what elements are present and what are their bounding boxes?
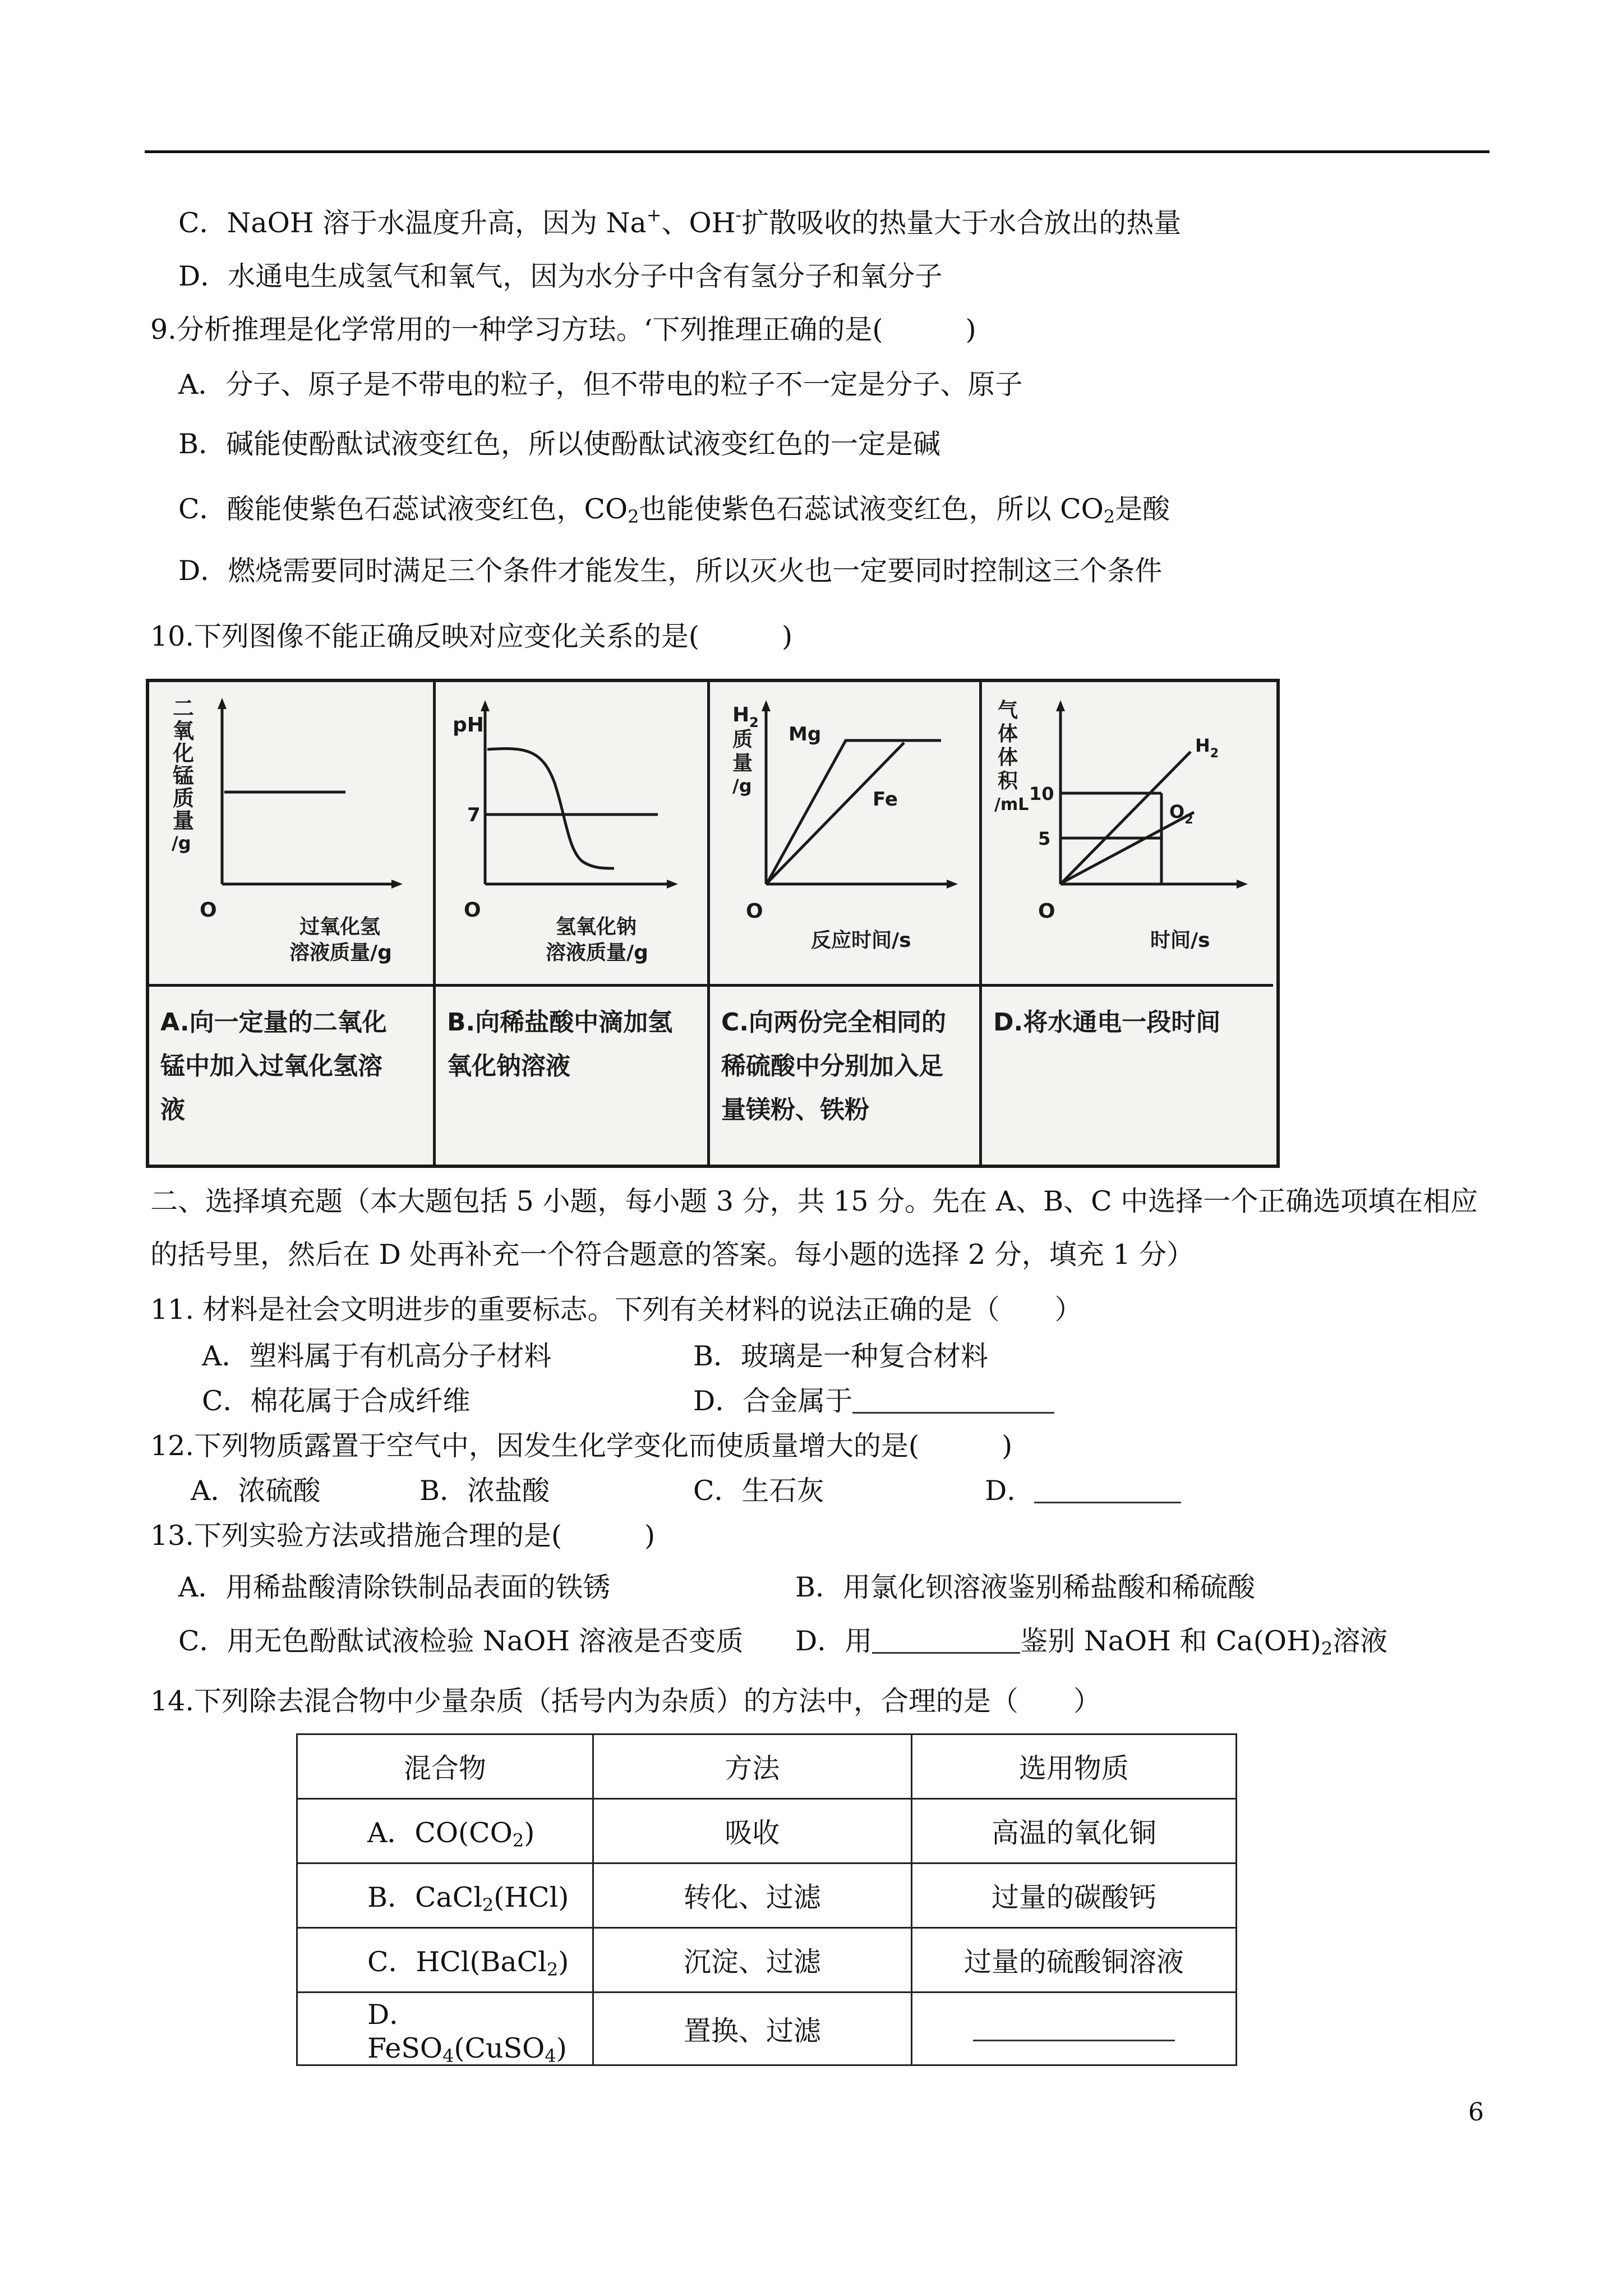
panel-a-desc-3: 液 xyxy=(160,1096,185,1124)
q12-option-c: C．生石灰 xyxy=(693,1475,824,1507)
q10-figure xyxy=(146,679,1280,1168)
q11-option-c: C．棉花属于合成纤维 xyxy=(202,1385,471,1417)
table-header: 混合物 xyxy=(297,1734,593,1799)
panel-c-y-arrow xyxy=(762,700,771,711)
panel-c-x-arrow xyxy=(947,880,958,889)
table-header: 方法 xyxy=(593,1734,911,1799)
q14-table xyxy=(296,1733,1237,2066)
panel-c-fe-label: Fe xyxy=(873,788,898,811)
q13-option-d: D．用 鉴别 NaOH 和 $Ca(OH)_2$溶液 xyxy=(795,1625,1388,1659)
panel-d-o2-line xyxy=(1062,812,1194,883)
panel-c-xlabel: 反应时间/s xyxy=(811,929,911,952)
panel-b-xlabel-1: 氢氧化钠 xyxy=(556,915,637,938)
table-cell-mixture: D．FeSO$_4$(CuSO$_4$) xyxy=(297,1993,593,2065)
table-cell-method: 转化、过滤 xyxy=(593,1864,911,1928)
section2-instruction-1: 二、选择填充题（本大题包括 5 小题，每小题 3 分，共 15 分。先在 A、B、C 中选择一个正确选项填在相应 xyxy=(150,1185,1478,1217)
q13-stem: 13.下列实验方法或措施合理的是( ) xyxy=(150,1520,656,1552)
table-cell-method: 沉淀、过滤 xyxy=(593,1928,911,1993)
panel-d-tick-5: 5 xyxy=(1038,828,1051,849)
q10-panel-c xyxy=(710,682,979,1165)
panel-c-ylabel-1: 质 xyxy=(732,728,753,751)
panel-a-ylabel-3: 化 xyxy=(173,741,195,766)
panel-d-xlabel: 时间/s xyxy=(1150,929,1210,952)
panel-d-x-arrow xyxy=(1237,880,1248,889)
panel-c-origin: O xyxy=(746,900,763,923)
q10-stem: 10.下列图像不能正确反映对应变化关系的是( ) xyxy=(150,620,793,652)
q12-stem: 12.下列物质露置于空气中，因发生化学变化而使质量增大的是( ) xyxy=(150,1430,1013,1462)
q10-panel-a xyxy=(149,682,433,1165)
panel-b-origin: O xyxy=(464,899,481,922)
panel-a-ylabel-6: 量 xyxy=(173,808,195,833)
panel-a-origin: O xyxy=(200,899,217,922)
table-cell-mixture: C．HCl(BaCl$_2$) xyxy=(297,1928,593,1993)
table-cell-reagent xyxy=(911,1993,1236,2065)
q11-option-a: A．塑料属于有机高分子材料 xyxy=(202,1340,552,1372)
panel-c-fe-line xyxy=(767,743,904,883)
panel-a-ylabel-5: 质 xyxy=(173,786,195,811)
panel-b-curve xyxy=(487,749,614,868)
q9-option-d: D．燃烧需要同时满足三个条件才能发生，所以灭火也一定要同时控制这三个条件 xyxy=(178,555,1163,587)
q10-panel-d xyxy=(982,682,1273,1165)
q14-stem: 14.下列除去混合物中少量杂质（括号内为杂质）的方法中，合理的是（ ） xyxy=(150,1685,1101,1717)
panel-c-desc-2: 稀硫酸中分别加入足 xyxy=(721,1052,943,1080)
panel-c-ylabel-2: 量 xyxy=(732,752,753,775)
table-cell-mixture: B．CaCl$_2$(HCl) xyxy=(297,1864,593,1928)
panel-b-xlabel-2: 溶液质量/g xyxy=(546,941,648,964)
panel-d-o2-label: $O_2$ xyxy=(1169,801,1193,827)
panel-c-desc-1: C.向两份完全相同的 xyxy=(721,1008,947,1037)
q13-answer-blank[interactable] xyxy=(872,1627,1020,1654)
panel-a-ylabel-1: 二 xyxy=(173,696,195,721)
panel-d-ylabel-5: /mL xyxy=(994,795,1029,815)
panel-d-ylabel-2: 体 xyxy=(998,723,1018,746)
q10-panel-b xyxy=(436,682,707,1165)
q12-answer-blank[interactable] xyxy=(1034,1477,1181,1503)
table-cell-reagent: 高温的氧化铜 xyxy=(911,1799,1236,1864)
section2-instruction-2: 的括号里，然后在 D 处再补充一个符合题意的答案。每小题的选择 2 分，填充 1 分） xyxy=(150,1239,1195,1271)
table-cell-method: 吸收 xyxy=(593,1799,911,1864)
panel-a-x-arrow xyxy=(391,880,403,889)
q13-option-a: A．用稀盐酸清除铁制品表面的铁锈 xyxy=(178,1571,611,1603)
panel-a-ylabel-4: 锰 xyxy=(173,763,195,788)
table-row xyxy=(297,1864,1237,1928)
table-row xyxy=(297,1993,1237,2065)
table-cell-reagent: 过量的碳酸钙 xyxy=(911,1864,1236,1928)
page-number: 6 xyxy=(1468,2098,1484,2127)
q12-option-b: B．浓盐酸 xyxy=(419,1475,550,1507)
panel-b-tick-7: 7 xyxy=(467,804,481,826)
q9-option-b: B．碱能使酚酞试液变红色，所以使酚酞试液变红色的一定是碱 xyxy=(178,428,941,460)
panel-b-ylabel: pH xyxy=(453,714,484,737)
panel-a-desc-2: 锰中加入过氧化氢溶 xyxy=(160,1052,382,1080)
panel-c-mg-label: Mg xyxy=(789,723,822,746)
table-cell-reagent: 过量的硫酸铜溶液 xyxy=(911,1928,1236,1993)
panel-d-origin: O xyxy=(1038,900,1055,923)
panel-c-mg-line xyxy=(767,740,941,883)
table-header: 选用物质 xyxy=(911,1734,1236,1799)
q13-option-b: B．用氯化钡溶液鉴别稀盐酸和稀硫酸 xyxy=(795,1571,1256,1603)
q11-option-d: D．合金属于 xyxy=(693,1384,1054,1418)
panel-a-desc-1: A.向一定量的二氧化 xyxy=(160,1008,387,1037)
panel-c-ylabel-h: $H_2$ xyxy=(732,703,759,730)
panel-d-ylabel-4: 积 xyxy=(998,770,1018,793)
panel-b-desc-2: 氧化钠溶液 xyxy=(447,1052,570,1080)
table-header-row xyxy=(297,1734,1237,1799)
q9-option-a: A．分子、原子是不带电的粒子，但不带电的粒子不一定是分子、原子 xyxy=(178,369,1023,401)
table-cell-mixture: A．$CO(CO_2)$ xyxy=(297,1799,593,1864)
q9-stem: 9.分析推理是化学常用的一种学习方珐。‘下列推理正确的是( ) xyxy=(150,314,976,346)
header-rule xyxy=(145,150,1490,153)
q14-answer-blank[interactable] xyxy=(973,2015,1175,2041)
panel-a-ylabel-2: 氧 xyxy=(173,719,195,743)
panel-b-desc-1: B.向稀盐酸中滴加氢 xyxy=(447,1008,673,1037)
q9-option-c: C．酸能使紫色石蕊试液变红色，$CO_2$也能使紫色石蕊试液变红色，所以 $CO_2$是酸 xyxy=(178,493,1170,527)
panel-a-xlabel-2: 溶液质量/g xyxy=(289,941,392,964)
table-row xyxy=(297,1799,1237,1864)
panel-a-xlabel-1: 过氧化氢 xyxy=(299,915,381,938)
q8-option-c: C．NaOH 溶于水温度升高，因为 Na+、OH-扩散吸收的热量大于水合放出的热量 xyxy=(178,204,1182,239)
panel-b-x-arrow xyxy=(667,880,678,889)
q13-option-c: C．用无色酚酞试液检验 NaOH 溶液是否变质 xyxy=(178,1625,744,1657)
table-cell-method: 置换、过滤 xyxy=(593,1993,911,2065)
panel-d-ylabel-1: 气 xyxy=(998,699,1018,722)
panel-d-desc-1: D.将水通电一段时间 xyxy=(993,1008,1221,1037)
q11-answer-blank[interactable] xyxy=(852,1387,1054,1414)
table-row xyxy=(297,1928,1237,1993)
panel-c-desc-3: 量镁粉、铁粉 xyxy=(721,1096,869,1124)
panel-d-tick-10: 10 xyxy=(1029,783,1054,804)
panel-d-ylabel-3: 体 xyxy=(998,746,1018,769)
panel-a-ylabel-7: /g xyxy=(172,832,191,854)
q11-stem: 11. 材料是社会文明进步的重要标志。下列有关材料的说法正确的是（ ） xyxy=(150,1294,1082,1326)
q12-option-d: D． xyxy=(985,1474,1181,1508)
q11-option-b: B．玻璃是一种复合材料 xyxy=(693,1340,989,1372)
panel-d-y-arrow xyxy=(1056,700,1065,711)
panel-c-ylabel-3: /g xyxy=(732,775,752,797)
panel-d-h2-label: $H_2$ xyxy=(1195,735,1219,761)
panel-b-y-arrow xyxy=(481,700,490,711)
q8-option-d: D．水通电生成氢气和氧气，因为水分子中含有氢分子和氧分子 xyxy=(178,260,943,292)
q12-option-a: A．浓硫酸 xyxy=(191,1475,321,1507)
panel-a-y-arrow xyxy=(218,698,227,709)
